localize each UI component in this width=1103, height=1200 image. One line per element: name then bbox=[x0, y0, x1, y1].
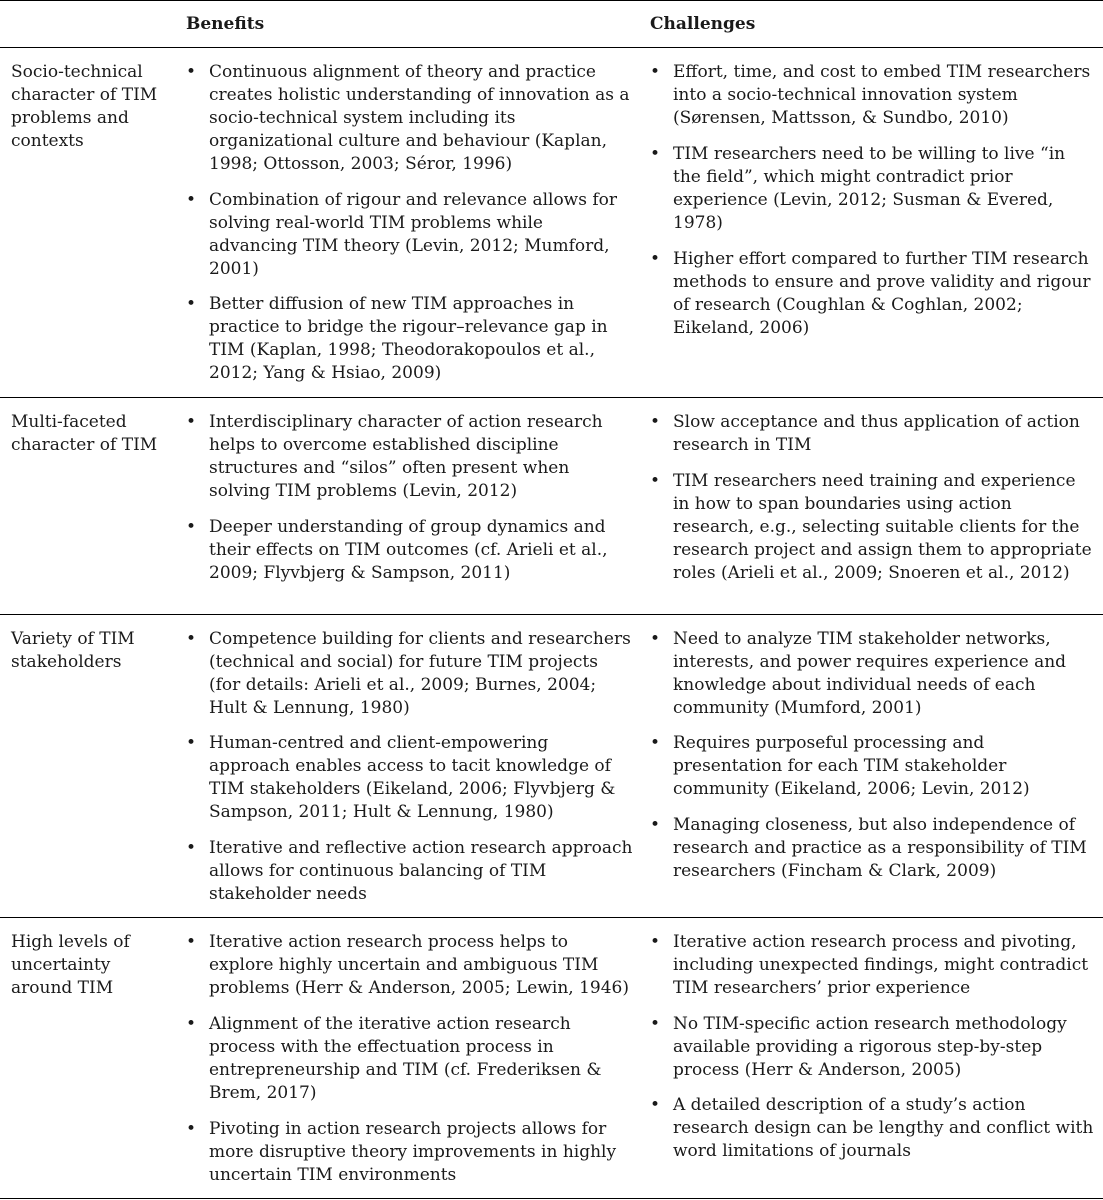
challenge-item: • Slow acceptance and thus application of action research in TIM bbox=[673, 411, 1097, 457]
benefit-item: • Combination of rigour and relevance allows for solving real-world TIM problems while advancing TIM theory (Levin, 2012; Mumford, 2001) bbox=[209, 189, 633, 281]
challenge-item: • TIM researchers need training and experience in how to span boundaries using action research, e.g., selecting suitable clients for the research project and assign them to appropriate roles (Arieli et al., 2009; Snoeren et al., 2012) bbox=[673, 470, 1097, 585]
benefit-item: • Human-centred and client-empowering approach enables access to tacit knowledge of TIM stakeholders (Eikeland, 2006; Flyvbjerg & Sampson, 2011; Hult & Lennung, 1980) bbox=[209, 732, 633, 824]
challenge-item: • Managing closeness, but also independence of research and practice as a responsibility of TIM researchers (Fincham & Clark, 2009) bbox=[673, 814, 1097, 883]
row-label: High levels of uncertainty around TIM bbox=[11, 932, 130, 998]
row-rule bbox=[0, 397, 1103, 398]
benefit-item: • Continuous alignment of theory and practice creates holistic understanding of innovation as a socio-technical system including its organizational culture and behaviour (Kaplan, 1998; Ottosson, 2003; Séror, 1996) bbox=[209, 61, 633, 176]
benefit-item: • Pivoting in action research projects allows for more disruptive theory improvements in highly uncertain TIM environments bbox=[209, 1118, 633, 1187]
benefit-item: • Deeper understanding of group dynamics and their effects on TIM outcomes (cf. Arieli et al., 2009; Flyvbjerg & Sampson, 2011) bbox=[209, 516, 633, 585]
row-label: Multi-faceted character of TIM bbox=[11, 412, 158, 455]
benefit-item: • Alignment of the iterative action research process with the effectuation process in entrepreneurship and TIM (cf. Frederiksen & Brem, 2017) bbox=[209, 1013, 633, 1105]
challenge-item: • Requires purposeful processing and presentation for each TIM stakeholder community (Eikeland, 2006; Levin, 2012) bbox=[673, 732, 1097, 801]
challenges-list bbox=[673, 61, 1097, 340]
benefits-list bbox=[209, 931, 633, 1187]
challenges-header: Challenges bbox=[650, 14, 756, 34]
challenge-item: • Iterative action research process and pivoting, including unexpected findings, might contradict TIM researchers’ prior experience bbox=[673, 931, 1097, 1000]
benefits-list bbox=[209, 411, 633, 585]
challenge-item: • No TIM-specific action research methodology available providing a rigorous step-by-step process (Herr & Anderson, 2005) bbox=[673, 1013, 1097, 1082]
table-bottom-rule bbox=[0, 1198, 1103, 1199]
row-rule bbox=[0, 614, 1103, 615]
benefits-list bbox=[209, 628, 633, 906]
row-label: Socio-technical character of TIM problems and contexts bbox=[11, 62, 158, 151]
challenge-item: • Effort, time, and cost to embed TIM researchers into a socio-technical innovation system (Sørensen, Mattsson, & Sundbo, 2010) bbox=[673, 61, 1097, 130]
benefit-item: • Iterative and reflective action research approach allows for continuous balancing of TIM stakeholder needs bbox=[209, 837, 633, 906]
benefits-header: Benefits bbox=[186, 14, 265, 34]
challenge-item: • Need to analyze TIM stakeholder networks, interests, and power requires experience and knowledge about individual needs of each community (Mumford, 2001) bbox=[673, 628, 1097, 720]
challenge-item: • TIM researchers need to be willing to live “in the field”, which might contradict prior experience (Levin, 2012; Susman & Evered, 1978) bbox=[673, 143, 1097, 235]
benefit-item: • Better diffusion of new TIM approaches in practice to bridge the rigour–relevance gap in TIM (Kaplan, 1998; Theodorakopoulos et al., 2012; Yang & Hsiao, 2009) bbox=[209, 293, 633, 385]
header-rule bbox=[0, 47, 1103, 48]
challenges-list bbox=[673, 931, 1097, 1163]
benefits-list bbox=[209, 61, 633, 385]
challenge-item: • Higher effort compared to further TIM research methods to ensure and prove validity and rigour of research (Coughlan & Coghlan, 2002; Eikeland, 2006) bbox=[673, 248, 1097, 340]
benefit-item: • Iterative action research process helps to explore highly uncertain and ambiguous TIM problems (Herr & Anderson, 2005; Lewin, 1946) bbox=[209, 931, 633, 1000]
benefit-item: • Interdisciplinary character of action research helps to overcome established discipline structures and “silos” often present when solving TIM problems (Levin, 2012) bbox=[209, 411, 633, 503]
row-label: Variety of TIM stakeholders bbox=[11, 629, 135, 672]
challenges-list bbox=[673, 411, 1097, 585]
challenges-list bbox=[673, 628, 1097, 883]
challenge-item: • A detailed description of a study’s action research design can be lengthy and conflict with word limitations of journals bbox=[673, 1094, 1097, 1163]
row-rule bbox=[0, 917, 1103, 918]
table-top-rule bbox=[0, 0, 1103, 1]
benefit-item: • Competence building for clients and researchers (technical and social) for future TIM projects (for details: Arieli et al., 2009; Burnes, 2004; Hult & Lennung, 1980) bbox=[209, 628, 633, 720]
